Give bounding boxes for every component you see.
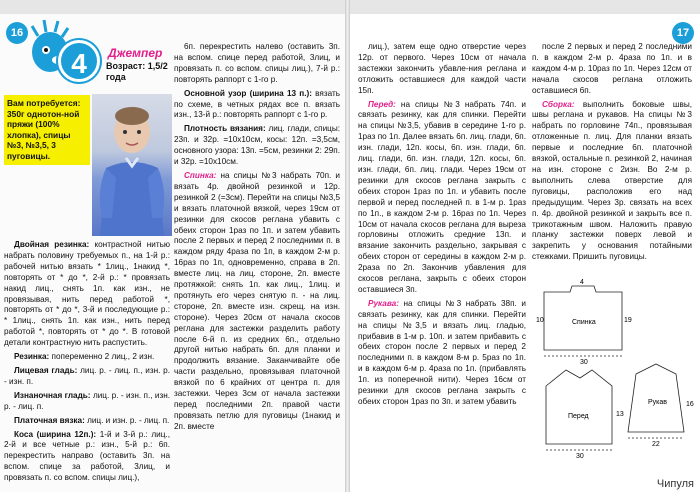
dim-label: 22 xyxy=(652,441,660,448)
block-text: вязать по схеме, в четных рядах все п. вязать изн., 13-й р.: повторять раппорт с 1-го р. xyxy=(174,88,340,120)
text-block xyxy=(4,366,170,388)
text-block xyxy=(358,299,526,408)
block-heading: Изнаночная гладь: xyxy=(14,390,91,400)
dim-label: 30 xyxy=(576,453,584,460)
block-heading: Лицевая гладь: xyxy=(14,365,78,375)
block-text: после 2 первых и перед 2 последними п. в каждом 2-м р. 4раза по 1п. и в каждом 4-м р. 10раз по 1п. Через 12см от начала скосов реглана отложить оставшиеся 6п. xyxy=(532,42,692,95)
text-block xyxy=(358,42,526,97)
pattern-diagrams xyxy=(532,279,694,487)
block-text: лиц. р. - изн. п., изн. р. - лиц. п. xyxy=(4,390,171,411)
text-block xyxy=(4,352,170,363)
block-text: на спицы №3 набрать 38п. и связать резинку, как для спинки. Перейти на спицы №3,5 и вязать лиц. гладью, прибавив в 1-м р. 10п. и затем прибавить с обеих сторон после 2 первых и перед 2 последними п. в каждом 8-м р. 5раз по 1п. и в каждом 6-м р. 4раза по 1п. (прибавлять 1п. из поперечной нити). Через 16см от резинки для скосов реглана закрыть с обеих сторон 1раз по 3п. и затем убавить xyxy=(358,298,526,406)
back-piece-outline xyxy=(544,286,622,350)
sleeve-outline xyxy=(628,364,684,432)
block-text: 6п. перекрестить налево (оставить 3п. на вспом. спице перед работой, 3лиц, и провязать п. со вспом. спицы лиц.), 7-й р.: повторять раппорт с 1-го р. xyxy=(174,42,340,84)
block-text: лиц. глади, спицы: 23п. и 32р. =10х10см, косы: 12п. =3,5см, основного узора: 13п. =5см, резинки 2: 29п. и 32р. =10х10см. xyxy=(174,124,340,167)
dim-label: 19 xyxy=(624,317,632,324)
left-page xyxy=(0,0,345,492)
materials-box xyxy=(4,95,90,165)
block-heading: Основной узор (ширина 13 п.): xyxy=(184,88,312,98)
block-text: лиц. р. - лиц. п., изн. р. - изн. п. xyxy=(4,365,170,386)
right-column-1 xyxy=(358,42,526,411)
right-page xyxy=(350,0,700,492)
block-text: 1-й и 3-й р.: лиц., 2-й и все четные р.: изн., 5-й р.: 6п. перекрестить направо (оставить 3п. на вспом. спице за работой, 3лиц, и провязать п. со вспом. спицы лиц.), xyxy=(4,429,170,483)
dim-label: 13 xyxy=(616,411,624,418)
left-column-1 xyxy=(4,240,170,487)
project-title: Джемпер xyxy=(108,46,163,60)
text-block xyxy=(532,42,692,97)
block-heading: Резинка: xyxy=(14,352,50,362)
block-text: на спицы №3 набрать 74п. и связать резинку, как для спинки. Перейти на спицы №3,5, убавив в середине 1-го р. 1раз по 1п. Далее вязать 6п. лиц. глади, 6п. изн. глади, 12п. косы, 6п. изн. глади, 6п. лиц. глади, 6п. изн. глади, 12п. косы, 6п. изн. глади, 6п. лиц. глади. Через 19см от резинки для скосов реглана закрыть с обеих сторон 1раз по 1п. и убавить после первой и перед последней п. в 1-м р. 1раз по 1п., в каждом 2-м р. 16раз по 1п. Через 10см от начала скосов реглана для выреза горловины отложить средние 13п. и вязание закончить раздельно, закрывая с обеих сторон от середины в каждом 2-м р. 2раза по 2п. Закончив убавления для скосов реглана, закрыть с обеих сторон оставшиеся 3п. xyxy=(358,99,526,294)
materials-heading: Вам потребуется: xyxy=(7,98,81,108)
block-heading: Спинка: xyxy=(184,170,217,180)
block-heading: Двойная резинка: xyxy=(14,240,90,249)
right-column-2 xyxy=(532,42,692,266)
diagram-label-sleeve: Рукав xyxy=(648,399,667,406)
block-heading: Сборка: xyxy=(542,99,575,109)
text-block xyxy=(358,100,526,296)
text-block xyxy=(174,171,340,433)
watermark: Чипуля xyxy=(656,478,694,490)
block-heading: Рукава: xyxy=(368,298,399,308)
front-piece-outline xyxy=(546,370,612,444)
block-heading: Перед: xyxy=(368,99,396,109)
top-band xyxy=(0,0,345,14)
dim-label: 30 xyxy=(580,359,588,366)
left-column-2 xyxy=(174,42,340,436)
block-heading: Платочная вязка: xyxy=(14,415,85,425)
text-block xyxy=(174,42,340,86)
project-number-badge: 4 xyxy=(58,40,100,82)
text-block xyxy=(174,124,340,168)
dim-label: 4 xyxy=(580,279,584,286)
block-heading: Коса (ширина 12п.): xyxy=(14,429,97,439)
pattern-schematic xyxy=(532,279,694,487)
materials-text: 350г однотон-ной пряжи (100% хлопка), спицы №3, №3,5, 3 пуговицы. xyxy=(7,108,80,161)
age-label: Возраст: 1,5/2 года xyxy=(106,61,168,82)
top-band xyxy=(350,0,700,14)
text-block xyxy=(4,430,170,485)
diagram-label-back: Спинка xyxy=(572,319,596,326)
diagram-label-front: Перед xyxy=(568,413,589,420)
dim-label: 16 xyxy=(686,401,694,408)
block-text: на спицы №3 набрать 70п. и вязать 4р. двойной резинкой и 12р. резинкой 2 (=3см). Перейти на спицы №3,5 и вязать платочной вязкой, через 19см от резинки для скосов реглана убавить с обеих сторон 1раз по 1п. и затем убавить после 2 первых и перед 2 последними п. в каждом ряду 4раза по 1п, в каждом 2-м р. 16раз по 1п, одновременно, справа в 2п. вместе лиц. на лиц. стороне, 2п. вместе протяжкой: снять 1п. как лиц., 1лиц. и протянуть его через снятую п. - на лиц. стороне, 2п. вместе изн. скрещ. на изн. стороне). Через 20см от начала скосов реглана для застежки разделить работу после 6-й п. из средних 6п., отдельно другой нитью набрать 6п. для планки и продолжить вязание. Заканчивайте обе части раздельно, провязывая платочной вязкой по 6 крайних от центра п. для застежки. Через 3см от начала застежки перед последними 2п. правой части провязать петлю для пуговицы (1накид и 2п. вместе xyxy=(174,170,340,431)
block-heading: Плотность вязания: xyxy=(184,124,266,134)
block-text: выполнить боковые швы, швы реглана и рукавов. На спицы №3 набрать по горловине 74п., провязывая отложенные п. лиц. Для планки вязать первые и последние 6п. платочной вязкой, остальные п. резинкой 2, начиная на изн. стороне с 2изн. Во 2-м р. выполнить слева отверстие для пуговицы, расположив его над предыдущим. Через 3р. связать на всех п. 4р. двойной резинкой и закрыть все п. трикотажным швом. Наложить правую планку застежки поверх левой и закрепить у основания потайными стежками. Пришить пуговицы. xyxy=(532,99,692,262)
text-block xyxy=(4,391,170,413)
text-block xyxy=(4,416,170,427)
baby-photo xyxy=(92,94,172,236)
block-text: лиц.), затем еще одно отверстие через 12р. от первого. Через 10см от начала застежки закончить убавле-ния реглана и отложить оставшиеся для каждой части 15п. xyxy=(358,42,526,95)
text-block xyxy=(532,100,692,264)
page-number-right: 17 xyxy=(672,22,694,44)
block-text: попеременно 2 лиц., 2 изн. xyxy=(49,352,155,362)
block-text: лиц. и изн. р. - лиц. п. xyxy=(84,415,170,425)
block-text: контрастной нитью набрать половину требуемых п., на 1-й р.: рабочей нитью вязать * 1лиц., 1накид *, повторять от * до *, 2-й р.: * провязать накид лиц., снять 1п. как изн., не провязывая, нить перед работой *, повторять от * до *, 3-й и последующие р.: * 1лиц., снять 1п. как изн., нить перед работой *, повторять от * до *. В готовой детали контрастную нить распустить. xyxy=(4,240,170,348)
page-number-left: 16 xyxy=(6,22,28,44)
dim-label: 10 xyxy=(536,317,544,324)
text-block xyxy=(174,89,340,122)
text-block xyxy=(4,240,170,349)
